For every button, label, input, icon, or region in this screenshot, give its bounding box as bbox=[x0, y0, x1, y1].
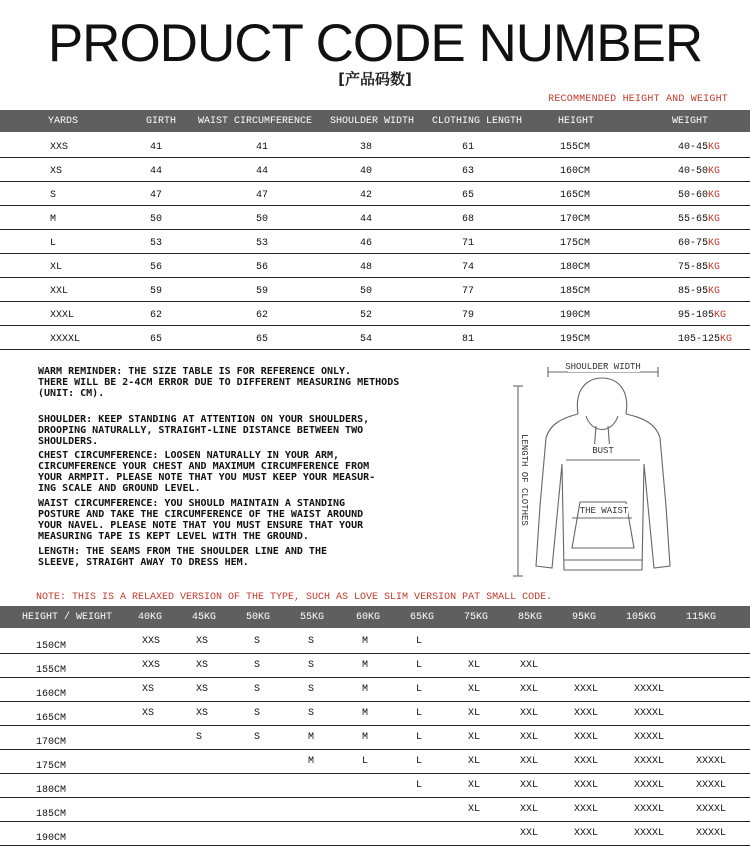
cell-height: 175CM bbox=[560, 238, 591, 249]
fit-cell: XXL bbox=[520, 732, 539, 743]
fit-header-cell: 40KG bbox=[138, 612, 163, 623]
fit-cell: XXL bbox=[520, 804, 539, 815]
cell-length: 81 bbox=[462, 334, 475, 345]
weight-value: 75-85 bbox=[678, 262, 709, 273]
header-cell: WEIGHT bbox=[672, 116, 709, 127]
cell-girth: 41 bbox=[150, 142, 163, 153]
fit-cell: XS bbox=[142, 708, 155, 719]
size-table-header bbox=[0, 110, 750, 132]
cell-weight bbox=[678, 142, 720, 153]
fit-cell: L bbox=[416, 756, 423, 767]
weight-unit: KG bbox=[708, 262, 721, 273]
length-note: LENGTH: THE SEAMS FROM THE SHOULDER LINE AND THE SLEEVE, STRAIGHT AWAY TO DRESS HEM. bbox=[38, 546, 327, 568]
fit-cell: XXXXL bbox=[634, 804, 665, 815]
cell-waist: 53 bbox=[256, 238, 269, 249]
fit-cell: S bbox=[308, 684, 315, 695]
fit-cell: XXXL bbox=[574, 756, 599, 767]
fit-table-header bbox=[0, 606, 750, 628]
table-row bbox=[0, 277, 750, 302]
fit-cell: XS bbox=[196, 636, 209, 647]
fit-header-cell: 85KG bbox=[518, 612, 543, 623]
weight-unit: KG bbox=[708, 238, 721, 249]
fit-cell: L bbox=[416, 732, 423, 743]
fit-cell: XXXXL bbox=[634, 708, 665, 719]
fit-header-cell: HEIGHT / WEIGHT bbox=[22, 612, 113, 623]
weight-unit: KG bbox=[720, 334, 733, 345]
fit-height: 165CM bbox=[36, 713, 67, 724]
fit-row bbox=[0, 653, 750, 678]
fit-cell: XL bbox=[468, 684, 481, 695]
fit-header-cell: 60KG bbox=[356, 612, 381, 623]
fit-cell: S bbox=[254, 684, 261, 695]
cell-waist: 44 bbox=[256, 166, 269, 177]
cell-yard: XXXL bbox=[50, 310, 75, 321]
fit-cell: L bbox=[416, 708, 423, 719]
header-cell: HEIGHT bbox=[558, 116, 595, 127]
fit-cell: L bbox=[416, 780, 423, 791]
fit-cell: XXXL bbox=[574, 732, 599, 743]
table-row bbox=[0, 181, 750, 206]
bust-label: BUST bbox=[592, 446, 614, 456]
fit-cell: XXXL bbox=[574, 828, 599, 839]
fit-height: 175CM bbox=[36, 761, 67, 772]
cell-yard: XXL bbox=[50, 286, 69, 297]
cell-waist: 50 bbox=[256, 214, 269, 225]
fit-height: 155CM bbox=[36, 665, 67, 676]
fit-row bbox=[0, 701, 750, 726]
fit-height: 150CM bbox=[36, 641, 67, 652]
header-cell: YARDS bbox=[48, 116, 79, 127]
cell-shoulder: 52 bbox=[360, 310, 373, 321]
fit-cell: XXXXL bbox=[696, 756, 727, 767]
cell-height: 160CM bbox=[560, 166, 591, 177]
cell-length: 68 bbox=[462, 214, 475, 225]
cell-length: 71 bbox=[462, 238, 475, 249]
cell-height: 155CM bbox=[560, 142, 591, 153]
cell-weight bbox=[678, 214, 720, 225]
cell-shoulder: 50 bbox=[360, 286, 373, 297]
cell-weight bbox=[678, 238, 720, 249]
table-row bbox=[0, 205, 750, 230]
fit-cell: XL bbox=[468, 804, 481, 815]
cell-length: 77 bbox=[462, 286, 475, 297]
fit-row bbox=[0, 749, 750, 774]
fit-cell: XXXL bbox=[574, 804, 599, 815]
cell-length: 63 bbox=[462, 166, 475, 177]
cell-height: 195CM bbox=[560, 334, 591, 345]
cell-yard: S bbox=[50, 190, 57, 201]
header-cell: SHOULDER WIDTH bbox=[330, 116, 415, 127]
fit-height: 170CM bbox=[36, 737, 67, 748]
fit-header-cell: 65KG bbox=[410, 612, 435, 623]
cell-yard: XXXXL bbox=[50, 334, 81, 345]
cell-shoulder: 54 bbox=[360, 334, 373, 345]
fit-header-cell: 55KG bbox=[300, 612, 325, 623]
weight-unit: KG bbox=[708, 214, 721, 225]
cell-weight bbox=[678, 166, 720, 177]
fit-cell: M bbox=[308, 732, 315, 743]
cell-yard: XL bbox=[50, 262, 63, 273]
fit-header-cell: 115KG bbox=[686, 612, 717, 623]
fit-cell: XL bbox=[468, 708, 481, 719]
fit-cell: S bbox=[308, 708, 315, 719]
fit-cell: XXXXL bbox=[696, 804, 727, 815]
fit-cell: XS bbox=[142, 684, 155, 695]
cell-weight bbox=[678, 286, 720, 297]
table-row bbox=[0, 301, 750, 326]
fit-cell: XS bbox=[196, 708, 209, 719]
fit-height: 160CM bbox=[36, 689, 67, 700]
cell-girth: 56 bbox=[150, 262, 163, 273]
fit-cell: XS bbox=[196, 684, 209, 695]
fit-cell: S bbox=[254, 660, 261, 671]
fit-cell: XXXXL bbox=[634, 828, 665, 839]
fit-cell: XXXL bbox=[574, 708, 599, 719]
cell-height: 170CM bbox=[560, 214, 591, 225]
waist-label: THE WAIST bbox=[579, 506, 629, 516]
table-row bbox=[0, 253, 750, 278]
waist-note: WAIST CIRCUMFERENCE: YOU SHOULD MAINTAIN A STANDING POSTURE AND TAKE THE CIRCUMFERENCE OF THE WAIST AROUND YOUR NAVEL. PLEASE NOTE THAT YOU MUST ENSURE THAT YOUR MEASURING TAPE IS KEPT LEVEL WITH THE GROUND. bbox=[38, 498, 364, 542]
cell-yard: L bbox=[50, 238, 57, 249]
cell-yard: XS bbox=[50, 166, 63, 177]
fit-row bbox=[0, 629, 750, 654]
fit-row bbox=[0, 725, 750, 750]
fit-header-cell: 45KG bbox=[192, 612, 217, 623]
hoodie-diagram bbox=[506, 356, 696, 588]
fit-cell: XXL bbox=[520, 780, 539, 791]
fit-cell: S bbox=[196, 732, 203, 743]
cell-weight bbox=[678, 262, 720, 273]
fit-cell: M bbox=[362, 684, 369, 695]
fit-cell: XXL bbox=[520, 828, 539, 839]
fit-header-cell: 105KG bbox=[626, 612, 657, 623]
cell-girth: 47 bbox=[150, 190, 163, 201]
fit-cell: XXL bbox=[520, 660, 539, 671]
fit-header-cell: 75KG bbox=[464, 612, 489, 623]
table-row bbox=[0, 325, 750, 350]
fit-header-cell: 50KG bbox=[246, 612, 271, 623]
fit-cell: S bbox=[254, 732, 261, 743]
cell-length: 65 bbox=[462, 190, 475, 201]
fit-cell: XXXXL bbox=[634, 780, 665, 791]
shoulder-width-label: SHOULDER WIDTH bbox=[565, 362, 641, 372]
cell-weight bbox=[678, 190, 720, 201]
fit-cell: XXS bbox=[142, 660, 161, 671]
relaxed-version-note: NOTE: THIS IS A RELAXED VERSION OF THE TYPE, SUCH AS LOVE SLIM VERSION PAT SMALL CODE. bbox=[36, 592, 553, 603]
weight-unit: KG bbox=[708, 166, 721, 177]
cell-waist: 47 bbox=[256, 190, 269, 201]
fit-height: 185CM bbox=[36, 809, 67, 820]
fit-cell: L bbox=[362, 756, 369, 767]
cell-waist: 62 bbox=[256, 310, 269, 321]
weight-unit: KG bbox=[714, 310, 727, 321]
cell-height: 190CM bbox=[560, 310, 591, 321]
fit-cell: L bbox=[416, 660, 423, 671]
table-row bbox=[0, 133, 750, 158]
cell-height: 180CM bbox=[560, 262, 591, 273]
fit-cell: XL bbox=[468, 732, 481, 743]
fit-cell: XL bbox=[468, 780, 481, 791]
recommend-note: RECOMMENDED HEIGHT AND WEIGHT bbox=[548, 94, 728, 105]
fit-cell: XXL bbox=[520, 756, 539, 767]
fit-cell: XXXXL bbox=[634, 684, 665, 695]
fit-cell: L bbox=[416, 684, 423, 695]
fit-row bbox=[0, 821, 750, 846]
table-row bbox=[0, 229, 750, 254]
header-cell: WAIST CIRCUMFERENCE bbox=[198, 116, 313, 127]
header-cell: GIRTH bbox=[146, 116, 177, 127]
cell-height: 185CM bbox=[560, 286, 591, 297]
cell-yard: XXS bbox=[50, 142, 69, 153]
fit-cell: XXS bbox=[142, 636, 161, 647]
weight-unit: KG bbox=[708, 190, 721, 201]
fit-cell: S bbox=[308, 660, 315, 671]
fit-cell: XXXL bbox=[574, 684, 599, 695]
weight-value: 60-75 bbox=[678, 238, 709, 249]
fit-cell: S bbox=[254, 636, 261, 647]
page-title: PRODUCT CODE NUMBER bbox=[47, 14, 703, 73]
cell-length: 74 bbox=[462, 262, 475, 273]
cell-waist: 41 bbox=[256, 142, 269, 153]
weight-value: 85-95 bbox=[678, 286, 709, 297]
fit-cell: XXXXL bbox=[696, 828, 727, 839]
fit-cell: XXL bbox=[520, 708, 539, 719]
fit-cell: L bbox=[416, 636, 423, 647]
fit-height: 190CM bbox=[36, 833, 67, 844]
fit-cell: M bbox=[362, 660, 369, 671]
shoulder-note: SHOULDER: KEEP STANDING AT ATTENTION ON YOUR SHOULDERS, DROOPING NATURALLY, STRAIGHT-LINE DISTANCE BETWEEN TWO SHOULDERS. bbox=[38, 414, 370, 447]
weight-value: 105-125 bbox=[678, 334, 721, 345]
cell-length: 79 bbox=[462, 310, 475, 321]
cell-shoulder: 46 bbox=[360, 238, 373, 249]
cell-girth: 44 bbox=[150, 166, 163, 177]
fit-cell: M bbox=[308, 756, 315, 767]
warm-reminder: WARM REMINDER: THE SIZE TABLE IS FOR REFERENCE ONLY. THERE WILL BE 2-4CM ERROR DUE TO DIFFERENT MEASURING METHODS (UNIT: CM). bbox=[38, 366, 400, 399]
cell-shoulder: 38 bbox=[360, 142, 373, 153]
fit-cell: XL bbox=[468, 756, 481, 767]
cell-girth: 62 bbox=[150, 310, 163, 321]
cell-height: 165CM bbox=[560, 190, 591, 201]
cell-shoulder: 40 bbox=[360, 166, 373, 177]
weight-value: 40-45 bbox=[678, 142, 709, 153]
cell-weight bbox=[678, 334, 732, 345]
weight-value: 95-105 bbox=[678, 310, 715, 321]
fit-cell: M bbox=[362, 636, 369, 647]
fit-cell: XXL bbox=[520, 684, 539, 695]
cell-girth: 53 bbox=[150, 238, 163, 249]
header-cell: CLOTHING LENGTH bbox=[432, 116, 523, 127]
cell-shoulder: 44 bbox=[360, 214, 373, 225]
cell-length: 61 bbox=[462, 142, 475, 153]
weight-value: 50-60 bbox=[678, 190, 709, 201]
fit-header-cell: 95KG bbox=[572, 612, 597, 623]
weight-value: 55-65 bbox=[678, 214, 709, 225]
cell-waist: 56 bbox=[256, 262, 269, 273]
table-row bbox=[0, 157, 750, 182]
cell-girth: 50 bbox=[150, 214, 163, 225]
fit-cell: M bbox=[362, 708, 369, 719]
page-subtitle: [产品码数] bbox=[338, 70, 412, 88]
cell-girth: 65 bbox=[150, 334, 163, 345]
cell-shoulder: 42 bbox=[360, 190, 373, 201]
fit-row bbox=[0, 797, 750, 822]
cell-waist: 65 bbox=[256, 334, 269, 345]
weight-unit: KG bbox=[708, 286, 721, 297]
fit-cell: S bbox=[308, 636, 315, 647]
cell-waist: 59 bbox=[256, 286, 269, 297]
weight-value: 40-50 bbox=[678, 166, 709, 177]
fit-cell: S bbox=[254, 708, 261, 719]
fit-cell: M bbox=[362, 732, 369, 743]
cell-weight bbox=[678, 310, 726, 321]
fit-cell: XXXXL bbox=[634, 732, 665, 743]
fit-cell: XS bbox=[196, 660, 209, 671]
fit-cell: XXXL bbox=[574, 780, 599, 791]
fit-cell: XXXXL bbox=[634, 756, 665, 767]
length-label: LENGTH OF CLOTHES bbox=[519, 434, 529, 526]
fit-cell: XL bbox=[468, 660, 481, 671]
cell-girth: 59 bbox=[150, 286, 163, 297]
chest-note: CHEST CIRCUMFERENCE: LOOSEN NATURALLY IN YOUR ARM, CIRCUMFERENCE YOUR CHEST AND MAXIMUM CIRCUMFERENCE FROM YOUR ARMPIT. PLEASE NOTE THAT YOU MUST KEEP YOUR MEASUR- ING SCALE AND GROUND LEVEL. bbox=[38, 450, 376, 494]
weight-unit: KG bbox=[708, 142, 721, 153]
cell-yard: M bbox=[50, 214, 57, 225]
fit-cell: XXXXL bbox=[696, 780, 727, 791]
fit-row bbox=[0, 677, 750, 702]
cell-shoulder: 48 bbox=[360, 262, 373, 273]
fit-row bbox=[0, 773, 750, 798]
fit-height: 180CM bbox=[36, 785, 67, 796]
